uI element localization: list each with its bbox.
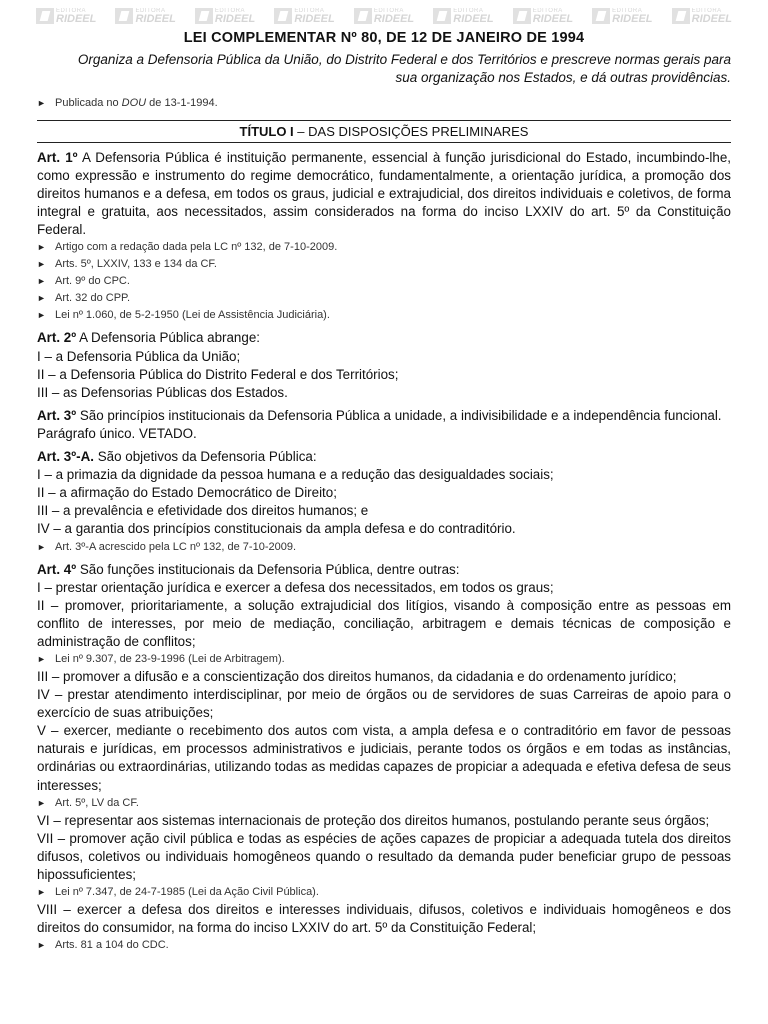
reference-note: ► Lei nº 9.307, de 23-9-1996 (Lei de Arbitragem).: [37, 651, 731, 668]
publication-note: ► Publicada no DOU de 13-1-1994.: [37, 95, 731, 112]
publisher-watermark: EDITORA RIDEEL: [354, 6, 414, 26]
triangle-bullet-icon: ►: [37, 541, 46, 552]
triangle-bullet-icon: ►: [37, 98, 46, 108]
clause: I – a Defensoria Pública da União;: [37, 348, 241, 364]
publisher-watermark: EDITORA RIDEEL: [513, 6, 573, 26]
article-number: Art. 2º: [37, 330, 77, 346]
publisher-watermark: EDITORA RIDEEL: [433, 6, 493, 26]
clause: IV – a garantia dos princípios constitucionais da ampla defesa e do contraditório.: [37, 521, 516, 537]
article-number: Art. 3º-A.: [37, 449, 94, 465]
clause: III – as Defensorias Públicas dos Estados.: [37, 384, 288, 400]
article: Art. 3º-A. São objetivos da Defensoria Pública:: [37, 449, 317, 465]
clause: I – prestar orientação jurídica e exercer a defesa dos necessitados, em todos os graus;: [37, 579, 554, 595]
triangle-bullet-icon: ►: [37, 797, 46, 808]
triangle-bullet-icon: ►: [37, 887, 46, 897]
article: Art. 1º A Defensoria Pública é instituição permanente, essencial à função jurisdicional do Estado, incumbindo-lhe, como expressão e instrumento do regime democrático, fundamentalmente, a orientação jurídica, a promoção dos direitos humanos e a defesa, em todos os graus, judicial e extrajudicial, dos direitos individuais e coletivos, de forma integral e gratuita, aos necessitados, assim considerados na forma do inciso LXXIV do art. 5º da Constituição Federal.: [37, 150, 731, 238]
clause: VIII – exercer a defesa dos direitos e interesses individuais, difusos, coletivos e individuais homogêneos e dos direitos do consumidor, na forma do inciso LXXIV do art. 5º da Constituição Federal;: [37, 902, 731, 936]
triangle-bullet-icon: ►: [37, 276, 46, 287]
triangle-bullet-icon: ►: [37, 293, 46, 304]
reference-note: ► Art. 3º-A acrescido pela LC nº 132, de 7-10-2009.: [37, 539, 731, 556]
clause: II – promover, prioritariamente, a solução extrajudicial dos litígios, visando à composição entre as pessoas em conflito de interesses, por meio de mediação, conciliação, arbitragem e demais técnicas de composição e administração de conflitos;: [37, 597, 731, 649]
triangle-bullet-icon: ►: [37, 259, 46, 270]
publisher-watermark: EDITORA RIDEEL: [36, 6, 96, 26]
law-summary: Organiza a Defensoria Pública da União, do Distrito Federal e dos Territórios e prescreve normas gerais para sua organização nos Estados, e dá outras providências.: [77, 52, 731, 85]
publisher-logo-icon: [195, 8, 213, 24]
article: Art. 2º A Defensoria Pública abrange:: [37, 330, 260, 346]
clause: VII – promover ação civil pública e todas as espécies de ações capazes de propiciar a adequada tutela dos direitos difusos, coletivos ou individuais homogêneos quando o resultado da demanda puder beneficiar grupo de pessoas hipossuficientes;: [37, 830, 731, 882]
clause: Parágrafo único. VETADO.: [37, 425, 197, 441]
publisher-logo-icon: [115, 8, 133, 24]
reference-note: ► Lei nº 1.060, de 5-2-1950 (Lei de Assistência Judiciária).: [37, 307, 731, 324]
article: Art. 3º São princípios institucionais da Defensoria Pública a unidade, a indivisibilidade e a independência funcional.: [37, 407, 722, 423]
article-number: Art. 1º: [37, 150, 78, 165]
reference-note: ► Artigo com a redação dada pela LC nº 132, de 7-10-2009.: [37, 239, 731, 256]
article-number: Art. 3º: [37, 407, 77, 423]
triangle-bullet-icon: ►: [37, 242, 46, 253]
triangle-bullet-icon: ►: [37, 310, 46, 321]
triangle-bullet-icon: ►: [37, 653, 46, 664]
article-number: Art. 4º: [37, 561, 77, 577]
law-body: [37, 149, 731, 954]
clause: VI – representar aos sistemas internacionais de proteção dos direitos humanos, postulando perante seus órgãos;: [37, 812, 710, 828]
publisher-watermark: EDITORA RIDEEL: [115, 6, 175, 26]
publisher-logo-icon: [592, 8, 610, 24]
document-content: [37, 30, 731, 954]
publisher-watermark: EDITORA RIDEEL: [672, 6, 732, 26]
reference-note: ► Art. 9º do CPC.: [37, 273, 731, 290]
reference-note: ► Arts. 5º, LXXIV, 133 e 134 da CF.: [37, 256, 731, 273]
publisher-logo-icon: [274, 8, 292, 24]
publisher-watermark: EDITORA RIDEEL: [195, 6, 255, 26]
reference-note: ► Art. 5º, LV da CF.: [37, 795, 731, 812]
clause: III – a prevalência e efetividade dos direitos humanos; e: [37, 503, 369, 519]
clause: II – a Defensoria Pública do Distrito Federal e dos Territórios;: [37, 366, 399, 382]
law-title: LEI COMPLEMENTAR Nº 80, DE 12 DE JANEIRO DE 1994: [183, 30, 585, 46]
publisher-logo-icon: [433, 8, 451, 24]
reference-note: ► Arts. 81 a 104 do CDC.: [37, 937, 731, 954]
clause: II – a afirmação do Estado Democrático de Direito;: [37, 485, 337, 501]
publisher-logo-icon: [513, 8, 531, 24]
clause: I – a primazia da dignidade da pessoa humana e a redução das desigualdades sociais;: [37, 467, 554, 483]
publisher-watermark: EDITORA RIDEEL: [274, 6, 334, 26]
publisher-logo-icon: [672, 8, 690, 24]
clause: IV – prestar atendimento interdisciplinar, por meio de órgãos ou de servidores de suas Carreiras de apoio para o exercício de suas atribuições;: [37, 687, 731, 721]
watermark-strip: [36, 6, 732, 26]
publisher-watermark: EDITORA RIDEEL: [592, 6, 652, 26]
reference-note: ► Art. 32 do CPP.: [37, 290, 731, 307]
publisher-logo-icon: [354, 8, 372, 24]
section-heading: TÍTULO I – DAS DISPOSIÇÕES PRELIMINARES: [37, 120, 731, 143]
triangle-bullet-icon: ►: [37, 940, 46, 951]
reference-note: ► Lei nº 7.347, de 24-7-1985 (Lei da Ação Civil Pública).: [37, 884, 731, 901]
clause: III – promover a difusão e a conscientização dos direitos humanos, da cidadania e do ordenamento jurídico;: [37, 668, 677, 684]
clause: V – exercer, mediante o recebimento dos autos com vista, a ampla defesa e o contraditório em favor de pessoas naturais e jurídicas, em processos administrativos e judiciais, perante todos os órgãos e em todas as instâncias, ordinárias ou extraordinárias, utilizando todas as medidas capazes de propiciar a adequada e efetiva defesa de seus interesses;: [37, 723, 731, 793]
publisher-logo-icon: [36, 8, 54, 24]
article: Art. 4º São funções institucionais da Defensoria Pública, dentre outras:: [37, 561, 460, 577]
